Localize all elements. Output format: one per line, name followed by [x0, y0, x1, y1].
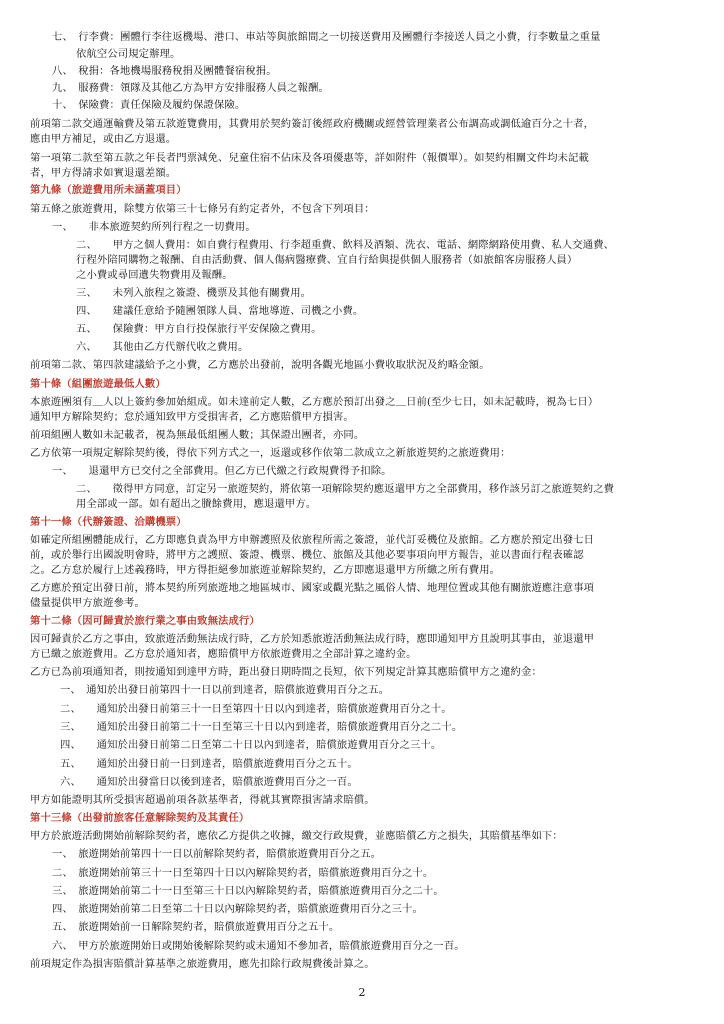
text-line: 四、 建議任意給予隨團領隊人員、當地導遊、司機之小費。: [76, 305, 364, 317]
article-heading: 第十二條（因可歸責於旅行業之事由致無法成行）: [30, 615, 260, 627]
text-line: 三、 旅遊開始前第二十一日至第三十日以內解除契約者，賠償旅遊費用百分之二十。: [52, 885, 444, 897]
text-line: 七、 行李費：團體行李往返機場、港口、車站等與旅館間之一切接送費用及團體行李接送人員之小費，行李數量之重量: [52, 31, 601, 43]
text-line: 行程外陪同購物之報酬、自由活動費、個人傷病醫療費、宜自行給與提供個人服務者（如旅館客房服務人員）: [76, 254, 578, 266]
text-line: 四、 旅遊開始前第二日至第二十日以內解除契約者，賠償旅遊費用百分之三十。: [52, 903, 423, 915]
text-line: 六、 其他由乙方代辦代收之費用。: [76, 341, 249, 353]
text-line: 通知甲方解除契約；怠於通知致甲方受損害者，乙方應賠償甲方損害。: [30, 411, 354, 423]
text-line: 前，或於舉行出國說明會時，將甲方之護照、簽證、機票、機位、旅館及其他必要事項向甲方報告，並以書面行程表確認: [30, 549, 584, 561]
article-heading: 第十一條（代辦簽證、洽購機票）: [30, 516, 187, 528]
text-line: 四、 通知於出發日前第二日至第二十日以內到達者，賠償旅遊費用百分之三十。: [60, 739, 442, 751]
text-line: 乙方依第一項規定解除契約後，得依下列方式之一，返還或移作依第二款成立之新旅遊契約之旅遊費用：: [30, 447, 511, 459]
text-line: 前項規定作為損害賠償計算基準之旅遊費用，應先扣除行政規費後計算之。: [30, 958, 375, 970]
text-line: 前項第二款交通運輸費及第五款遊覽費用，其費用於契約簽訂後經政府機關或經營管理業者公布調高或調低逾百分之十者，: [30, 118, 595, 130]
text-line: 前項組團人數如未記載者，視為無最低組團人數；其保證出團者，亦同。: [30, 429, 365, 441]
text-line: 者，甲方得請求如實退還差額。: [30, 167, 177, 179]
text-line: 二、 旅遊開始前第三十一日至第四十日以內解除契約者，賠償旅遊費用百分之十。: [52, 867, 434, 879]
text-line: 八、 稅捐：各地機場服務稅捐及團體餐宿稅捐。: [52, 65, 277, 77]
text-line: 用全部或一部。如有超出之賸餘費用，應退還甲方。: [76, 498, 317, 510]
article-heading: 第十三條（出發前旅客任意解除契約及其責任）: [30, 812, 250, 824]
text-line: 之。乙方怠於履行上述義務時，甲方得拒絕參加旅遊並解除契約，乙方即應退還甲方所繳之所有費用。: [30, 564, 501, 576]
text-line: 乙方應於預定出發日前，將本契約所列旅遊地之地區城市、國家或觀光點之風俗人情、地理位置或其他有關旅遊應注意事項: [30, 582, 595, 594]
text-line: 一、 退還甲方已交付之全部費用。但乙方已代繳之行政規費得予扣除。: [52, 465, 392, 477]
text-line: 之小費或尋回遺失物費用及報酬。: [76, 269, 233, 281]
text-line: 五、 保險費：甲方自行投保旅行平安保險之費用。: [76, 323, 322, 335]
text-line: 六、 甲方於旅遊開始日或開始後解除契約或未通知不參加者，賠償旅遊費用百分之一百。: [52, 940, 465, 952]
text-line: 第五條之旅遊費用，除雙方依第三十七條另有約定者外，不包含下列項目：: [30, 203, 375, 215]
text-line: 第一項第二款至第五款之年長者門票減免、兒童住宿不佔床及各項優惠等，詳如附件（報價單）。如契約相關文件均未記載: [30, 152, 589, 164]
text-line: 應由甲方補足，或由乙方退還。: [30, 133, 177, 145]
text-line: 二、 甲方之個人費用：如自費行程費用、行李超重費、飲料及酒類、洗衣、電話、網際網路使用費、私人交通費、: [76, 239, 615, 251]
text-line: 一、 旅遊開始前第四十一日以前解除契約者，賠償旅遊費用百分之五。: [52, 848, 382, 860]
text-line: 一、 通知於出發日前第四十一日以前到達者，賠償旅遊費用百分之五。: [60, 684, 390, 696]
text-line: 儘量提供甲方旅遊參考。: [30, 597, 145, 609]
text-line: 五、 通知於出發日前一日到達者，賠償旅遊費用百分之五十。: [60, 758, 358, 770]
article-heading: 第十條（組團旅遊最低人數）: [30, 378, 166, 390]
text-line: 依航空公司規定辦理。: [76, 48, 181, 60]
text-line: 三、 未列入旅程之簽證、機票及其他有關費用。: [76, 287, 312, 299]
text-line: 前項第二款、第四款建議給予之小費，乙方應於出發前，說明各觀光地區小費收取狀況及約略金額。: [30, 359, 490, 371]
text-line: 甲方如能證明其所受損害超過前項各款基準者，得就其實際損害請求賠償。: [30, 794, 375, 806]
text-line: 二、 通知於出發日前第三十一日至第四十日以內到達者，賠償旅遊費用百分之十。: [60, 703, 452, 715]
text-line: 乙方已為前項通知者，則按通知到達甲方時，距出發日期時間之長短，依下列規定計算其應賠償甲方之違約金：: [30, 666, 542, 678]
text-line: 十、 保險費：責任保險及履約保證保險。: [52, 99, 246, 111]
text-line: 如確定所組團體能成行，乙方即應負責為甲方申辦護照及依旅程所需之簽證，並代訂妥機位及旅館。乙方應於預定出發七日: [30, 534, 595, 546]
text-line: 因可歸責於乙方之事由，致旅遊活動無法成行時，乙方於知悉旅遊活動無法成行時，應即通知甲方且說明其事由，並退還甲: [30, 633, 595, 645]
article-heading: 第九條（旅遊費用所未涵蓋項目）: [30, 184, 187, 196]
text-line: 六、 通知於出發當日以後到達者，賠償旅遊費用百分之一百。: [60, 776, 358, 788]
text-line: 甲方於旅遊活動開始前解除契約者，應依乙方提供之收據，繳交行政規費，並應賠償乙方之損失，其賠償基準如下：: [30, 830, 563, 842]
text-line: 本旅遊團須有＿人以上簽約參加始組成。如未達前定人數，乙方應於預訂出發之＿日前(至少七日，如未記載時，視為七日）: [30, 396, 599, 408]
text-line: 方已繳之旅遊費用。乙方怠於通知者，應賠償甲方依旅遊費用之全部計算之違約金。: [30, 648, 417, 660]
text-line: 一、 非本旅遊契約所列行程之一切費用。: [52, 221, 256, 233]
text-line: 五、 旅遊開始前一日解除契約者，賠償旅遊費用百分之五十。: [52, 921, 340, 933]
page-number: 2: [358, 986, 366, 999]
text-line: 九、 服務費：領隊及其他乙方為甲方安排服務人員之報酬。: [52, 82, 329, 94]
text-line: 三、 通知於出發日前第二十一日至第三十日以內到達者，賠償旅遊費用百分之二十。: [60, 721, 463, 733]
text-line: 二、 徵得甲方同意，訂定另一旅遊契約，將依第一項解除契約應返還甲方之全部費用，移作該另訂之旅遊契約之費: [76, 483, 615, 495]
